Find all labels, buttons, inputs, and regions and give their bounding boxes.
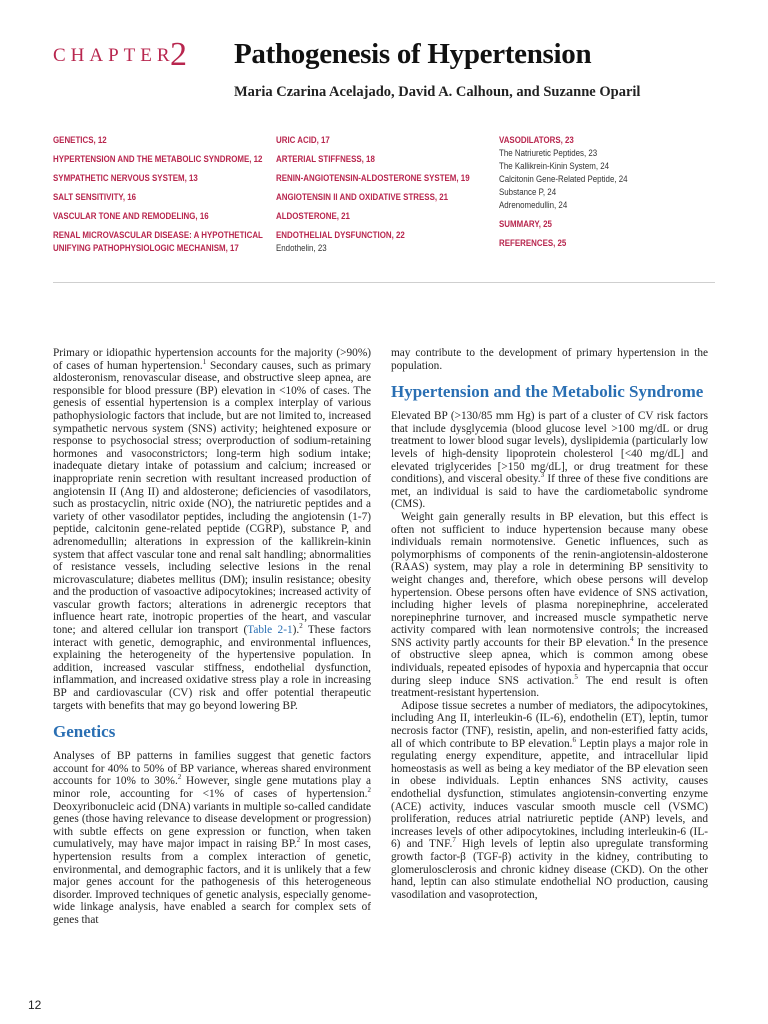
table-link[interactable]: Table 2-1 (247, 624, 293, 637)
section-heading-metabolic: Hypertension and the Metabolic Syndrome (391, 382, 704, 402)
ref: 2 (296, 836, 301, 845)
ref: 4 (630, 635, 634, 644)
text: Elevated BP (>130/85 mm Hg) is part of a cluster of CV risk factors that include dysglycemia (blood glucose level >100 mg/dL or drug treatment to lower blood sugar levels), dyslipidemia (particularly low levels of high-density lipoprotein cholesterol [<40 mg/dL] and elevated triglycerides [>150 mg/dL], or drug treatment for these conditions), and visceral obesity. (391, 410, 708, 486)
toc-column-1 (53, 134, 292, 255)
text: Secondary causes, such as primary aldosteronism, renovascular disease, and obstructive sleep apnea, are responsible for blood pressure (BP) elevation in <10% of cases. The genesis of essential hypertension is a complex interplay of various pathophysiologic factors that include, but are not limited to, increased sympathetic nervous system (SNS) activity; heightened exposure or response to psychosocial stress; overproduction of sodium-retaining hormones and vasoconstrictors; long-term high sodium intake; inadequate dietary intake of potassium and calcium; increased or inappropriate renin secretion with resultant increased production of angiotensin II (Ang II) and aldosterone; deficiencies of vasodilators, such as prostacyclin, nitric oxide (NO), the natriuretic peptides and a variety of other vasodilator peptides, including the angiotensin (1-7) peptide, calcitonin gene-related peptide (CGRP), substance P, and adrenomedullin; alterations in expression of the kallikrein-kinin system that affect vascular tone and renal salt handling; abnormalities of resistance vessels, including selective lesions in the renal microvasculature; diabetes mellitus (DM); insulin resistance; obesity and the production of vasoactive adipocytokines; increased activity of vascular growth factors; alterations in adrenergic receptors that influence heart rate, inotropic properties of the heart, and vascular tone; and altered cellular ion transport ( (53, 359, 371, 637)
text: ). (292, 624, 300, 637)
toc-entry[interactable]: VASCULAR TONE AND REMODELING, 16 (53, 211, 209, 221)
text: However, single gene mutations play a minor role, accounting for <1% of cases of hypertension. (53, 775, 371, 800)
toc-entry[interactable]: ENDOTHELIAL DYSFUNCTION, 22 (276, 230, 405, 240)
toc-entry[interactable]: REFERENCES, 25 (499, 238, 567, 248)
toc-entry[interactable]: SUMMARY, 25 (499, 219, 552, 229)
toc-subentry[interactable]: Endothelin, 23 (276, 243, 327, 253)
continued-paragraph: may contribute to the development of primary hypertension in the population. (391, 347, 708, 372)
toc-entry[interactable]: UNIFYING PATHOPHYSIOLOGIC MECHANISM, 17 (53, 243, 239, 253)
text: Analyses of BP patterns in families suggest that genetic factors account for 40% to 50% of BP variance, whereas shared environment accounts for 10% to 30%. (53, 750, 371, 788)
ref: 2 (177, 773, 182, 782)
toc-entry[interactable]: RENIN-ANGIOTENSIN-ALDOSTERONE SYSTEM, 19 (276, 173, 470, 183)
ref: 2 (367, 786, 371, 795)
text: Weight gain generally results in BP elevation, but this effect is often not sufficient to induce hypertension because many obese individuals remain normotensive. Genetic influences, such as polymorphisms of components of the renin-angiotensin-aldosterone (RAAS) system, may play a role in determining BP sensitivity to weight changes and, therefore, which obese persons will develop hypertension. Obese persons often have evidence of SNS activation, including higher levels of plasma norepinephrine, accelerated norepinephrine turnover, and increased muscle sympathetic nerve activity compared with lean normotensive controls; the increased SNS activity partly accounts for their BP elevation. (391, 510, 708, 649)
toc-entry[interactable]: SALT SENSITIVITY, 16 (53, 192, 137, 202)
section-heading-genetics: Genetics (53, 722, 116, 742)
text: Primary or idiopathic hypertension accounts for the majority (>90%) of cases of human hypertension. (53, 347, 371, 372)
toc-entry[interactable]: HYPERTENSION AND THE METABOLIC SYNDROME, 12 (53, 154, 263, 164)
right-column (391, 347, 708, 901)
toc-entry[interactable]: ANGIOTENSIN II AND OXIDATIVE STRESS, 21 (276, 192, 449, 202)
divider (53, 282, 715, 283)
metabolic-paragraph-1 (391, 410, 708, 511)
toc-entry[interactable]: ALDOSTERONE, 21 (276, 211, 350, 221)
ref: 7 (452, 836, 456, 845)
page-title: Pathogenesis of Hypertension (234, 38, 592, 70)
toc-column-2 (276, 134, 496, 255)
toc-entry[interactable]: RENAL MICROVASCULAR DISEASE: A HYPOTHETICAL (53, 230, 263, 240)
ref: 5 (574, 672, 578, 681)
toc-subentry[interactable]: Calcitonin Gene-Related Peptide, 24 (499, 174, 628, 184)
toc-subentry[interactable]: The Natriuretic Peptides, 23 (499, 148, 598, 158)
toc-entry[interactable]: GENETICS, 12 (53, 135, 107, 145)
text: High levels of leptin also upregulate transforming growth factor-β (TGF-β) activity in the kidney, contributing to glomerulosclerosis and chronic kidney disease (CKD). On the other hand, leptin can also stimulate endothelial NO production, causing vasodilation and vasoprotection, (391, 838, 708, 901)
authors: Maria Czarina Acelajado, David A. Calhoun, and Suzanne Oparil (234, 84, 641, 100)
intro-paragraph (53, 347, 371, 712)
genetics-paragraph (53, 750, 371, 926)
ref: 3 (540, 471, 545, 480)
left-column (53, 347, 371, 927)
text: In the presence of obstructive sleep apnea, which is common among obese individuals, repeated episodes of hypoxia and hypercapnia that occur during sleep induce SNS activation. (391, 636, 709, 687)
toc-entry[interactable]: VASODILATORS, 23 (499, 135, 574, 145)
text: These factors interact with genetic, demographic, and environmental influences, explaining the heterogeneity of the hypertensive population. In addition, increased vascular stiffness, endothelial dysfunction, inflammation, and increased oxidative stress play a role in increasing BP and cardiovascular (CV) risk and offer potential therapeutic targets with benefits that may go beyond lowering BP. (53, 624, 371, 712)
toc-entry[interactable]: ARTERIAL STIFFNESS, 18 (276, 154, 375, 164)
toc-subentry[interactable]: The Kallikrein-Kinin System, 24 (499, 161, 610, 171)
toc-entry[interactable]: URIC ACID, 17 (276, 135, 330, 145)
text: The end result is often treatment-resistant hypertension. (391, 674, 708, 700)
toc-subentry[interactable]: Substance P, 24 (499, 187, 557, 197)
toc-column-3 (499, 134, 645, 250)
text: Deoxyribonucleic acid (DNA) variants in multiple so-called candidate genes (those having relevance to disease development or progression) with subtle effects on gene expression or function, when taken cumulatively, may have major impact in raising BP. (53, 800, 371, 851)
metabolic-paragraph-3 (391, 700, 708, 902)
metabolic-paragraph-2 (391, 511, 708, 700)
chapter-number: 2 (170, 36, 187, 73)
text: Leptin plays a major role in regulating energy expenditure, appetite, and intracellular lipid homeostasis as well as being a key mediator of the BP elevation seen in obese individuals. Leptin enhances SNS activity, causes endothelial dysfunction, stimulates angiotensin-converting enzyme (ACE) activity, induces vascular smooth muscle cell (VSMC) proliferation, reduces atrial natriuretic peptide (ANP) levels, and increases levels of other adipocytokines, including interleukin-6 (IL-6) and TNF. (391, 737, 708, 851)
toc-entry[interactable]: SYMPATHETIC NERVOUS SYSTEM, 13 (53, 173, 198, 183)
ref: 2 (299, 622, 303, 631)
ref: 6 (572, 735, 576, 744)
page-number: 12 (28, 998, 42, 1012)
toc-subentry[interactable]: Adrenomedullin, 24 (499, 200, 568, 210)
text: Adipose tissue secretes a number of mediators, the adipocytokines, including Ang II, interleukin-6 (IL-6), endothelin (ET), leptin, tumor necrosis factor (TNF), resistin, apelin, and non-esterified fatty acids, all of which contribute to BP elevation. (391, 699, 708, 750)
text: If three of these five conditions are met, an individual is said to have the cardiometabolic syndrome (CMS). (391, 473, 708, 511)
text: In most cases, hypertension results from a complex interaction of genetic, environmental, and demographic factors, and it is unlikely that a few major genes account for the pathogenesis of this heterogeneous disorder. Improved techniques of genetic analysis, especially genome-wide linkage analysis, have enabled a search for complex sets of genes that (53, 838, 371, 926)
chapter-label: CHAPTER (53, 45, 175, 66)
ref: 1 (202, 357, 207, 366)
